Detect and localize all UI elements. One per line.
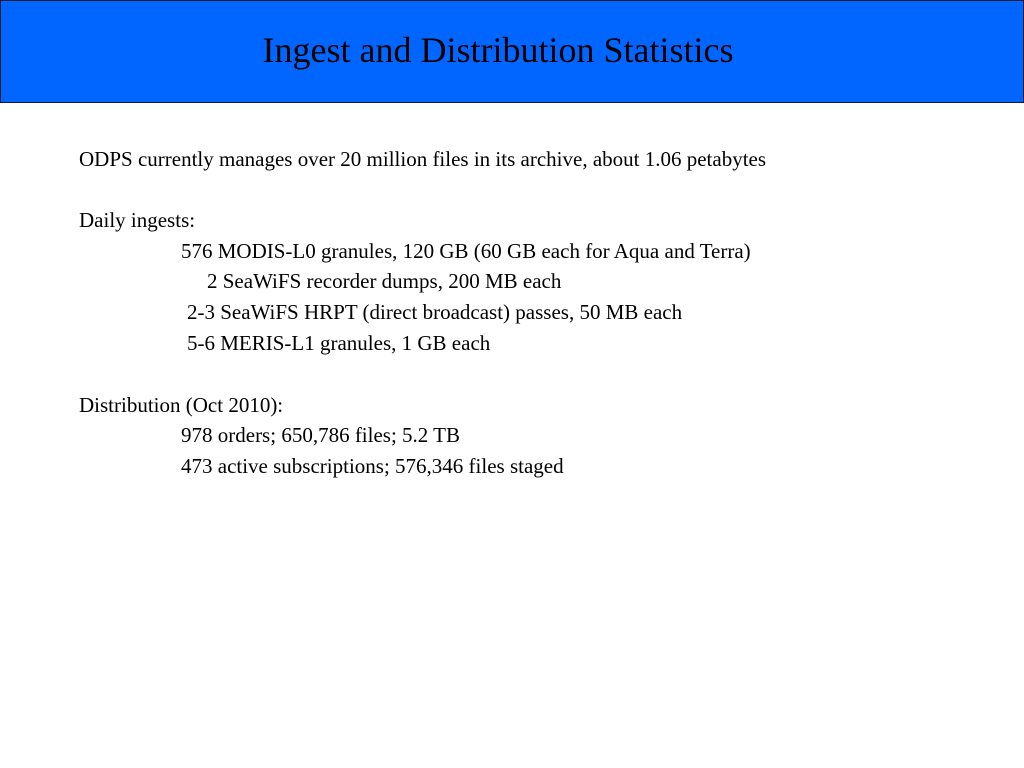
daily-ingest-item: 2-3 SeaWiFS HRPT (direct broadcast) passes, 50 MB each (187, 300, 683, 324)
daily-ingests-heading: Daily ingests: (79, 208, 196, 232)
slide-title: Ingest and Distribution Statistics (262, 30, 734, 70)
distribution-heading: Distribution (Oct 2010): (79, 393, 284, 417)
distribution-item: 473 active subscriptions; 576,346 files staged (181, 454, 564, 478)
daily-ingest-item: 576 MODIS-L0 granules, 120 GB (60 GB each for Aqua and Terra) (181, 239, 751, 263)
intro-text: ODPS currently manages over 20 million files in its archive, about 1.06 petabytes (79, 147, 767, 171)
daily-ingest-item: 5-6 MERIS-L1 granules, 1 GB each (187, 331, 491, 355)
daily-ingest-item: 2 SeaWiFS recorder dumps, 200 MB each (207, 269, 562, 293)
distribution-item: 978 orders; 650,786 files; 5.2 TB (181, 423, 461, 447)
